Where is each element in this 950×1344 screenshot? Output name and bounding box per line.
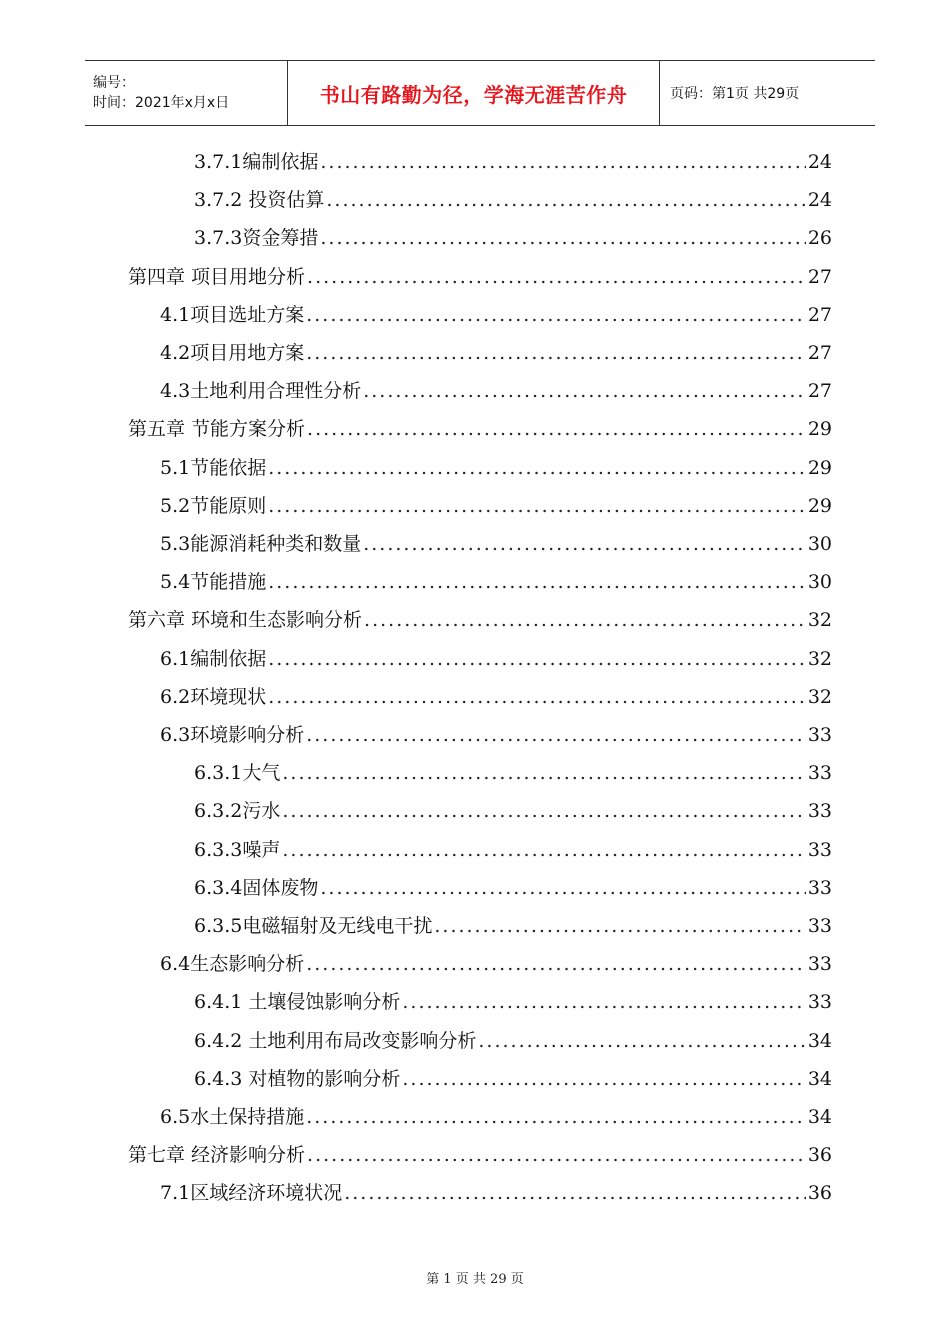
toc-entry[interactable]: [128, 601, 832, 639]
toc-entry[interactable]: [160, 1174, 832, 1212]
toc-entry[interactable]: [160, 449, 832, 487]
toc-leader-dots: [307, 258, 806, 296]
toc-entry-page: 30: [807, 533, 832, 555]
toc-entry-page: 33: [807, 724, 832, 746]
toc-leader-dots: [306, 296, 806, 334]
toc-leader-dots: [268, 678, 806, 716]
toc-entry-title: 5.1节能依据: [160, 456, 267, 479]
toc-leader-dots: [282, 754, 805, 792]
toc-entry-title: 5.4节能措施: [160, 571, 267, 594]
toc-entry[interactable]: [194, 1022, 832, 1060]
toc-entry-page: 36: [807, 1144, 832, 1167]
toc-entry[interactable]: [194, 754, 832, 792]
toc-entry-page: 34: [807, 1106, 832, 1128]
toc-entry-title: 6.4生态影响分析: [160, 953, 305, 976]
toc-leader-dots: [364, 601, 806, 639]
toc-leader-dots: [478, 1022, 805, 1060]
document-number-label: 编号：: [93, 75, 135, 91]
toc-entry-title: 6.3.2污水: [194, 800, 281, 823]
toc-entry[interactable]: [160, 945, 832, 983]
toc-entry[interactable]: [160, 334, 832, 372]
toc-entry-page: 34: [807, 1067, 832, 1090]
toc-entry[interactable]: [160, 563, 832, 601]
toc-entry[interactable]: [194, 1060, 832, 1098]
toc-entry[interactable]: [194, 869, 832, 907]
toc-leader-dots: [320, 143, 805, 181]
toc-leader-dots: [320, 869, 805, 907]
toc-leader-dots: [282, 792, 805, 830]
toc-entry-title: 6.4.1 土壤侵蚀影响分析: [194, 991, 401, 1014]
toc-leader-dots: [307, 1136, 806, 1174]
toc-entry-page: 36: [807, 1182, 832, 1205]
toc-leader-dots: [402, 983, 805, 1021]
header-meta: [85, 61, 287, 125]
toc-entry[interactable]: [160, 296, 832, 334]
toc-entry-title: 6.4.2 土地利用布局改变影响分析: [194, 1029, 477, 1052]
toc-entry[interactable]: [194, 219, 832, 257]
toc-entry-title: 3.7.2 投资估算: [194, 189, 325, 212]
toc-entry-page: 24: [807, 189, 832, 212]
toc-leader-dots: [268, 563, 806, 601]
toc-entry-title: 3.7.1编制依据: [194, 151, 319, 173]
toc-entry-page: 33: [807, 838, 832, 861]
toc-entry-page: 27: [807, 303, 832, 326]
toc-leader-dots: [268, 487, 806, 525]
toc-leader-dots: [307, 410, 806, 448]
page-footer: 第 1 页 共 29 页: [426, 1272, 524, 1287]
document-date: 时间：2021年x月x日: [93, 95, 230, 111]
toc-entry-page: 34: [807, 1029, 832, 1052]
toc-entry[interactable]: [160, 678, 832, 716]
toc-entry[interactable]: [194, 792, 832, 830]
toc-entry-page: 33: [807, 953, 832, 976]
toc-entry-title: 4.1项目选址方案: [160, 303, 305, 326]
toc-leader-dots: [306, 945, 806, 983]
toc-entry-page: 26: [807, 227, 832, 250]
toc-leader-dots: [363, 525, 806, 563]
toc-entry-page: 33: [807, 876, 832, 899]
toc-entry-title: 6.3.4固体废物: [194, 876, 319, 899]
toc-entry-page: 27: [807, 342, 832, 364]
toc-entry[interactable]: [128, 410, 832, 448]
toc-entry-page: 33: [807, 991, 832, 1014]
toc-leader-dots: [434, 907, 805, 945]
toc-entry-title: 5.2节能原则: [160, 494, 267, 517]
toc-entry-page: 30: [807, 571, 832, 594]
toc-entry-title: 4.2项目用地方案: [160, 342, 305, 364]
toc-entry-page: 29: [807, 456, 832, 479]
toc-entry-page: 33: [807, 915, 832, 937]
toc-entry-page: 32: [807, 609, 832, 632]
toc-leader-dots: [344, 1174, 806, 1212]
toc-entry-page: 29: [807, 494, 832, 517]
toc-entry-title: 3.7.3资金筹措: [194, 227, 319, 250]
toc-leader-dots: [268, 449, 806, 487]
toc-entry[interactable]: [194, 983, 832, 1021]
toc-entry-title: 6.3.3噪声: [194, 838, 281, 861]
toc-entry-title: 5.3能源消耗种类和数量: [160, 533, 362, 555]
toc-entry-title: 6.2环境现状: [160, 685, 267, 708]
toc-entry-title: 6.1编制依据: [160, 647, 267, 670]
toc-entry-title: 第六章 环境和生态影响分析: [128, 609, 363, 632]
header-motto: 书山有路勤为径，学海无涯苦作舟: [319, 82, 628, 107]
header-page-info-cell: [660, 61, 875, 125]
header-page-info: 页码：第1页 共29页: [670, 86, 800, 102]
toc-entry[interactable]: [160, 372, 832, 410]
toc-entry[interactable]: [160, 1098, 832, 1136]
toc-entry-title: 6.5水土保持措施: [160, 1106, 305, 1128]
toc-leader-dots: [363, 372, 806, 410]
toc-entry-title: 第七章 经济影响分析: [128, 1144, 306, 1167]
toc-entry[interactable]: [194, 143, 832, 181]
toc-leader-dots: [326, 181, 805, 219]
toc-entry[interactable]: [160, 525, 832, 563]
toc-leader-dots: [306, 1098, 806, 1136]
toc-leader-dots: [320, 219, 805, 257]
toc-leader-dots: [306, 334, 806, 372]
toc-leader-dots: [282, 831, 805, 869]
toc-entry-page: 24: [807, 151, 832, 173]
toc-entry-page: 33: [807, 762, 832, 785]
toc-leader-dots: [306, 716, 806, 754]
toc-entry-title: 6.4.3 对植物的影响分析: [194, 1067, 401, 1090]
toc-leader-dots: [268, 640, 806, 678]
toc-entry-title: 6.3环境影响分析: [160, 724, 305, 746]
toc-entry-title: 第五章 节能方案分析: [128, 418, 306, 441]
toc-entry-title: 6.3.5电磁辐射及无线电干扰: [194, 915, 433, 937]
toc-entry-title: 第四章 项目用地分析: [128, 265, 306, 288]
toc-entry-title: 7.1区域经济环境状况: [160, 1182, 343, 1205]
toc-entry[interactable]: [160, 640, 832, 678]
toc-entry[interactable]: [194, 181, 832, 219]
toc-entry-page: 32: [807, 685, 832, 708]
toc-entry[interactable]: [194, 907, 832, 945]
toc-leader-dots: [402, 1060, 805, 1098]
toc-entry[interactable]: [128, 1136, 832, 1174]
toc-entry-page: 29: [807, 418, 832, 441]
toc-entry[interactable]: [160, 716, 832, 754]
toc-entry-page: 27: [807, 380, 832, 403]
toc-entry-page: 33: [807, 800, 832, 823]
toc-entry-title: 6.3.1大气: [194, 762, 281, 785]
toc-entry-page: 27: [807, 265, 832, 288]
page-header: [85, 60, 875, 126]
toc-entry[interactable]: [160, 487, 832, 525]
toc-entry-title: 4.3土地利用合理性分析: [160, 380, 362, 403]
toc-entry-page: 32: [807, 647, 832, 670]
header-motto-cell: [287, 61, 660, 125]
toc-entry[interactable]: [128, 258, 832, 296]
toc-entry[interactable]: [194, 831, 832, 869]
